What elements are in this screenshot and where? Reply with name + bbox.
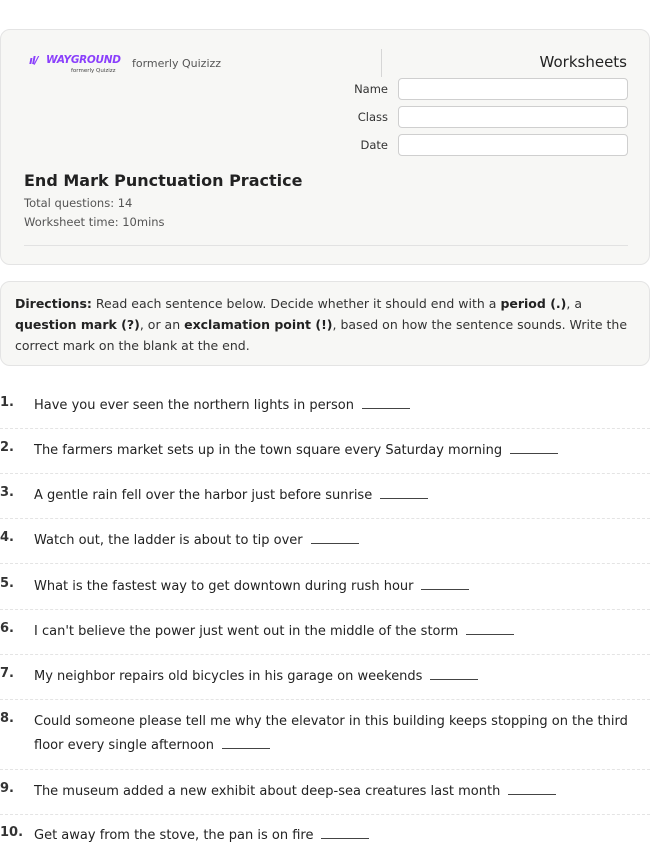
question-sentence: What is the fastest way to get downtown during rush hour (34, 579, 414, 594)
header-rule (24, 245, 628, 246)
question-text (34, 665, 646, 689)
worksheet-header (0, 29, 650, 265)
directions-question-mark: question mark (?) (15, 317, 140, 332)
directions-text-2: , a (566, 296, 582, 311)
directions-box (0, 281, 650, 366)
date-label: Date (360, 138, 388, 152)
wayground-logo (29, 53, 119, 75)
answer-blank[interactable] (421, 589, 469, 590)
question-sentence: Could someone please tell me why the elevator in this building keeps stopping on the third floor every single afternoon (34, 714, 628, 753)
answer-blank[interactable] (380, 498, 428, 499)
answer-blank[interactable] (430, 679, 478, 680)
question-sentence: A gentle rain fell over the harbor just before sunrise (34, 488, 373, 503)
class-label: Class (357, 110, 388, 124)
answer-blank[interactable] (510, 453, 558, 454)
logo-mark: ⁠ıl/ (29, 54, 38, 67)
question-number: 5. (0, 576, 14, 591)
question-number: 9. (0, 781, 14, 796)
question-item (0, 710, 650, 770)
question-text (34, 824, 646, 842)
question-number: 10. (0, 825, 24, 840)
logo-wordmark: WAYGROUND (46, 54, 121, 66)
total-questions: Total questions: 14 (24, 196, 133, 210)
question-item (0, 484, 650, 519)
question-sentence: Get away from the stove, the pan is on fire (34, 828, 314, 842)
answer-blank[interactable] (466, 634, 514, 635)
question-sentence: Watch out, the ladder is about to tip over (34, 533, 303, 548)
question-text (34, 484, 646, 508)
name-field[interactable] (398, 78, 628, 100)
question-text (34, 710, 646, 758)
question-text (34, 439, 646, 463)
question-number: 8. (0, 711, 14, 726)
answer-blank[interactable] (508, 794, 556, 795)
question-sentence: The museum added a new exhibit about deep-sea creatures last month (34, 784, 501, 799)
directions-lead: Directions: (15, 296, 92, 311)
question-sentence: The farmers market sets up in the town square every Saturday morning (34, 443, 503, 458)
question-number: 7. (0, 666, 14, 681)
formerly-label: formerly Quizizz (132, 57, 222, 70)
question-number: 1. (0, 395, 14, 410)
answer-blank[interactable] (222, 748, 270, 749)
answer-blank[interactable] (362, 408, 410, 409)
header-divider (381, 49, 382, 77)
question-text (34, 575, 646, 599)
question-number: 2. (0, 440, 14, 455)
date-field[interactable] (398, 134, 628, 156)
question-item (0, 665, 650, 700)
logo-subtitle: formerly Quizizz (71, 68, 116, 74)
question-text (34, 394, 646, 418)
answer-blank[interactable] (321, 838, 369, 839)
question-text (34, 620, 646, 644)
directions-exclamation: exclamation point (!) (184, 317, 333, 332)
directions-text-1: Read each sentence below. Decide whether it should end with a (91, 296, 501, 311)
directions-period: period (.) (500, 296, 567, 311)
worksheets-label: Worksheets (539, 53, 627, 71)
class-field[interactable] (398, 106, 628, 128)
question-text (34, 529, 646, 553)
question-item (0, 620, 650, 655)
directions-text-3: , or an (139, 317, 185, 332)
question-number: 4. (0, 530, 14, 545)
question-text (34, 780, 646, 804)
answer-blank[interactable] (311, 543, 359, 544)
question-item (0, 394, 650, 429)
question-sentence: Have you ever seen the northern lights in person (34, 398, 354, 413)
question-item (0, 529, 650, 564)
question-item (0, 575, 650, 610)
question-number: 3. (0, 485, 14, 500)
worksheet-time: Worksheet time: 10mins (24, 215, 165, 229)
question-sentence: My neighbor repairs old bicycles in his garage on weekends (34, 669, 423, 684)
worksheet-title: End Mark Punctuation Practice (24, 171, 303, 190)
question-item (0, 439, 650, 474)
question-item (0, 824, 650, 842)
question-sentence: I can't believe the power just went out in the middle of the storm (34, 624, 459, 639)
directions-text-4: , based on how the sentence sounds. Write the correct mark on the blank at the end. (15, 317, 628, 353)
question-item (0, 780, 650, 815)
question-number: 6. (0, 621, 14, 636)
name-label: Name (354, 82, 388, 96)
